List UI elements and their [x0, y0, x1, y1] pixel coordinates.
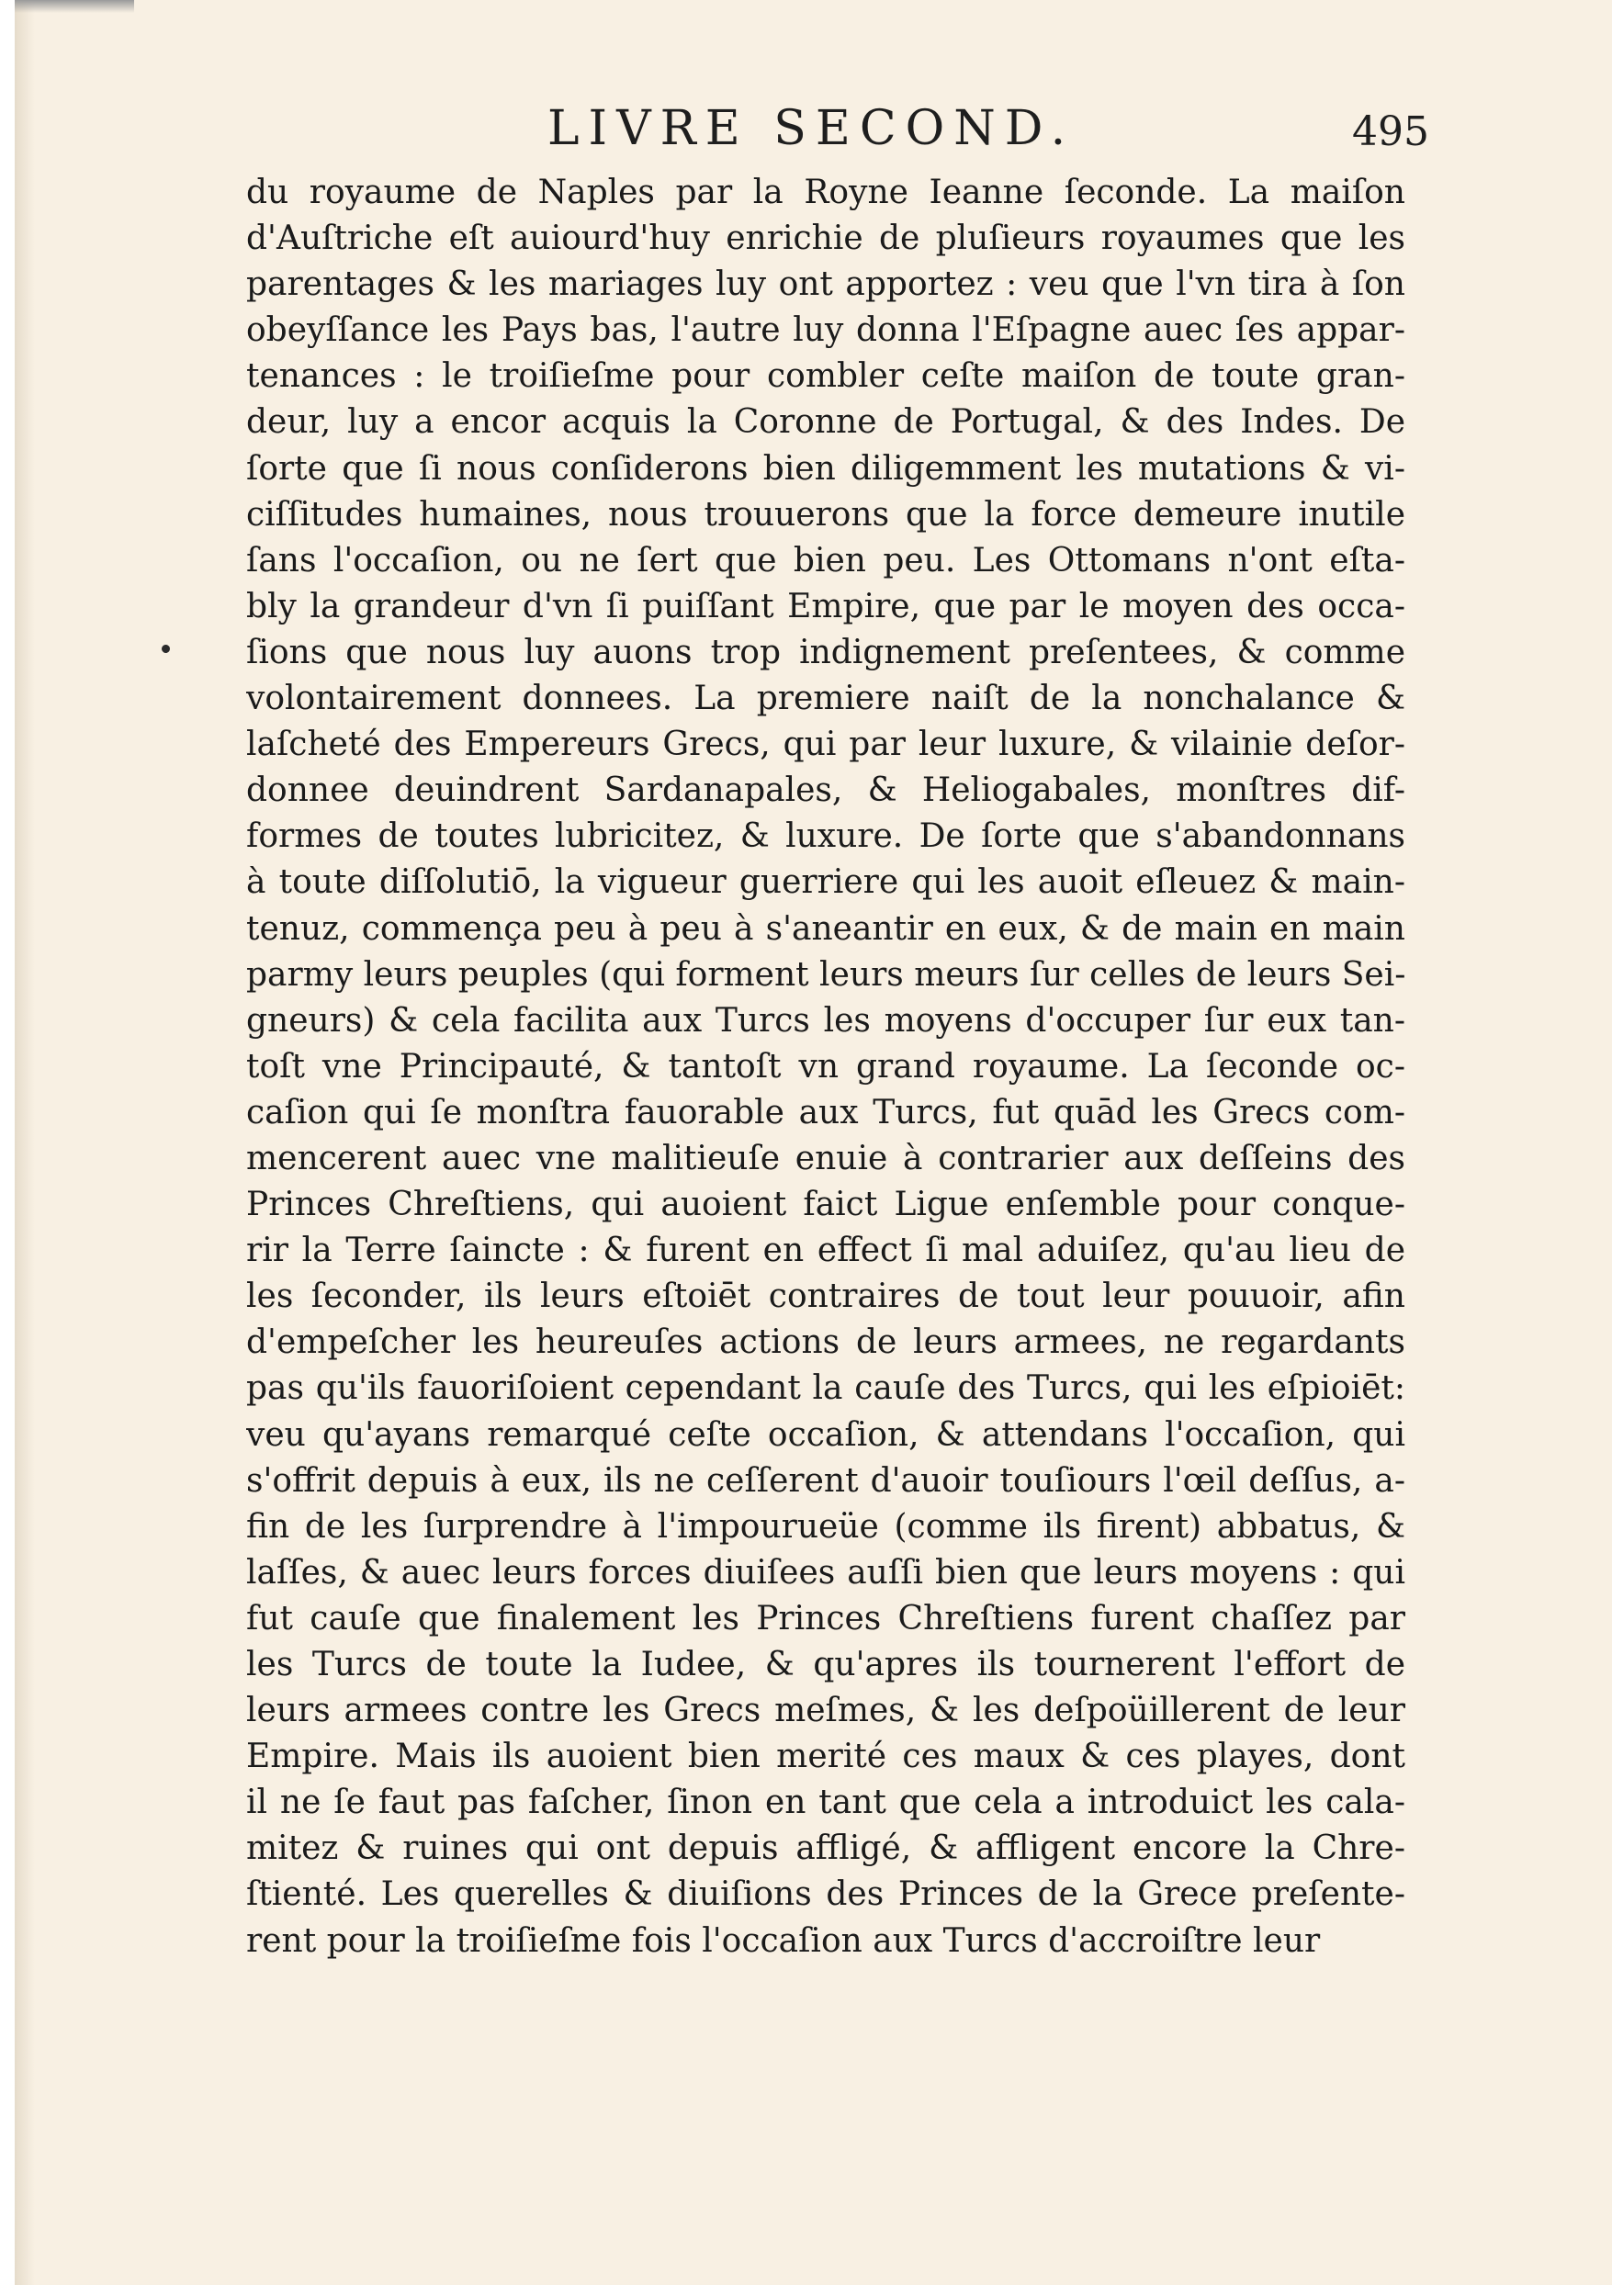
gutter-shadow	[15, 0, 35, 2285]
text-line: mitez & ruines qui ont depuis affligé, & affligent encore la Chre-	[246, 1829, 1405, 1868]
scan-corner-mark	[15, 0, 134, 13]
margin-mark	[160, 643, 171, 654]
text-line: s'offrit depuis à eux, ils ne ceſſerent d'auoir touſiours l'œil deſſus, a-	[246, 1461, 1405, 1500]
text-line: rent pour la troiſieſme fois l'occaſion aux Turcs d'accroiſtre leur	[246, 1921, 1321, 1960]
body-text	[246, 170, 1405, 1964]
running-head	[235, 101, 1429, 165]
text-line: les ſeconder, ils leurs eſtoiēt contraires de tout leur pouuoir, afin	[246, 1277, 1405, 1316]
text-line: d'Auſtriche eſt auiourd'huy enrichie de pluſieurs royaumes que les	[246, 219, 1405, 258]
text-line: formes de toutes lubricitez, & luxure. De ſorte que s'abandonnans	[246, 817, 1405, 856]
text-line: Empire. Mais ils auoient bien merité ces maux & ces playes, dont	[246, 1738, 1405, 1776]
text-line: mencerent auec vne malitieuſe enuie à contrarier aux deſſeins des	[246, 1139, 1405, 1177]
text-line: ſorte que ſi nous conſiderons bien diligemment les mutations & vi-	[246, 449, 1405, 488]
text-line: les Turcs de toute la Iudee, & qu'apres ils tournerent l'effort de	[246, 1646, 1405, 1683]
text-line: laſſes, & auec leurs forces diuiſees auſſi bien que leurs moyens : qui	[246, 1553, 1405, 1592]
running-title: LIVRE SECOND.	[547, 101, 1076, 156]
text-line: obeyſſance les Pays bas, l'autre luy donna l'Eſpagne auec ſes appar-	[246, 311, 1405, 350]
text-line: deur, luy a encor acquis la Coronne de Portugal, & des Indes. De	[246, 403, 1405, 442]
book-page	[15, 0, 1612, 2285]
text-line: parmy leurs peuples (qui forment leurs meurs ſur celles de leurs Sei-	[246, 955, 1405, 994]
text-line: bly la grandeur d'vn ſi puiſſant Empire, que par le moyen des occa-	[246, 587, 1405, 625]
text-line: il ne ſe faut pas faſcher, ſinon en tant que cela a introduict les cala-	[246, 1784, 1405, 1822]
text-line: pas qu'ils fauoriſoient cependant la cauſe des Turcs, qui les eſpioiēt:	[246, 1369, 1405, 1408]
text-line: tenuz, commença peu à peu à s'aneantir en eux, & de main en main	[246, 909, 1405, 948]
text-line: toſt vne Principauté, & tantoſt vn grand royaume. La ſeconde oc-	[246, 1047, 1405, 1086]
text-line: d'empeſcher les heureuſes actions de leurs armees, ne regardants	[246, 1323, 1405, 1362]
text-line: ſions que nous luy auons trop indignement preſentees, & comme	[246, 633, 1405, 671]
text-line: Princes Chreſtiens, qui auoient faict Ligue enſemble pour conque-	[246, 1186, 1405, 1224]
text-line: laſcheté des Empereurs Grecs, qui par leur luxure, & vilainie deſor-	[246, 726, 1405, 764]
text-line: caſion qui ſe monſtra fauorable aux Turcs, fut quād les Grecs com-	[246, 1093, 1405, 1131]
text-line: volontairement donnees. La premiere naiſt de la nonchalance &	[246, 680, 1405, 718]
text-line: gneurs) & cela facilita aux Turcs les moyens d'occuper ſur eux tan-	[246, 1001, 1405, 1040]
text-line: donnee deuindrent Sardanapales, & Heliogabales, monſtres dif-	[246, 771, 1405, 810]
text-line: ſtienté. Les querelles & diuiſions des Princes de la Grece preſente-	[246, 1875, 1405, 1914]
text-line: leurs armees contre les Grecs meſmes, & les deſpoüillerent de leur	[246, 1692, 1405, 1730]
text-line: ciſſitudes humaines, nous trouuerons que la force demeure inutile	[246, 495, 1405, 534]
text-line: tenances : le troiſieſme pour combler ceſte maiſon de toute gran-	[246, 357, 1405, 396]
text-line: rir la Terre ſaincte : & furent en effect ſi mal aduiſez, qu'au lieu de	[246, 1232, 1405, 1270]
text-line: ſans l'occaſion, ou ne ſert que bien peu. Les Ottomans n'ont eſta-	[246, 541, 1405, 580]
page-number: 495	[1352, 108, 1429, 155]
text-line: à toute diſſolutiō, la vigueur guerriere qui les auoit eſleuez & main-	[246, 863, 1405, 902]
text-line: du royaume de Naples par la Royne Ieanne ſeconde. La maiſon	[246, 174, 1405, 211]
text-line: fin de les ſurprendre à l'impourueüe (comme ils firent) abbatus, &	[246, 1507, 1405, 1546]
text-line: veu qu'ayans remarqué ceſte occaſion, & attendans l'occaſion, qui	[246, 1415, 1405, 1454]
text-line: parentages & les mariages luy ont apportez : veu que l'vn tira à ſon	[246, 265, 1405, 304]
text-line: fut cauſe que finalement les Princes Chreſtiens furent chaſſez par	[246, 1599, 1405, 1638]
